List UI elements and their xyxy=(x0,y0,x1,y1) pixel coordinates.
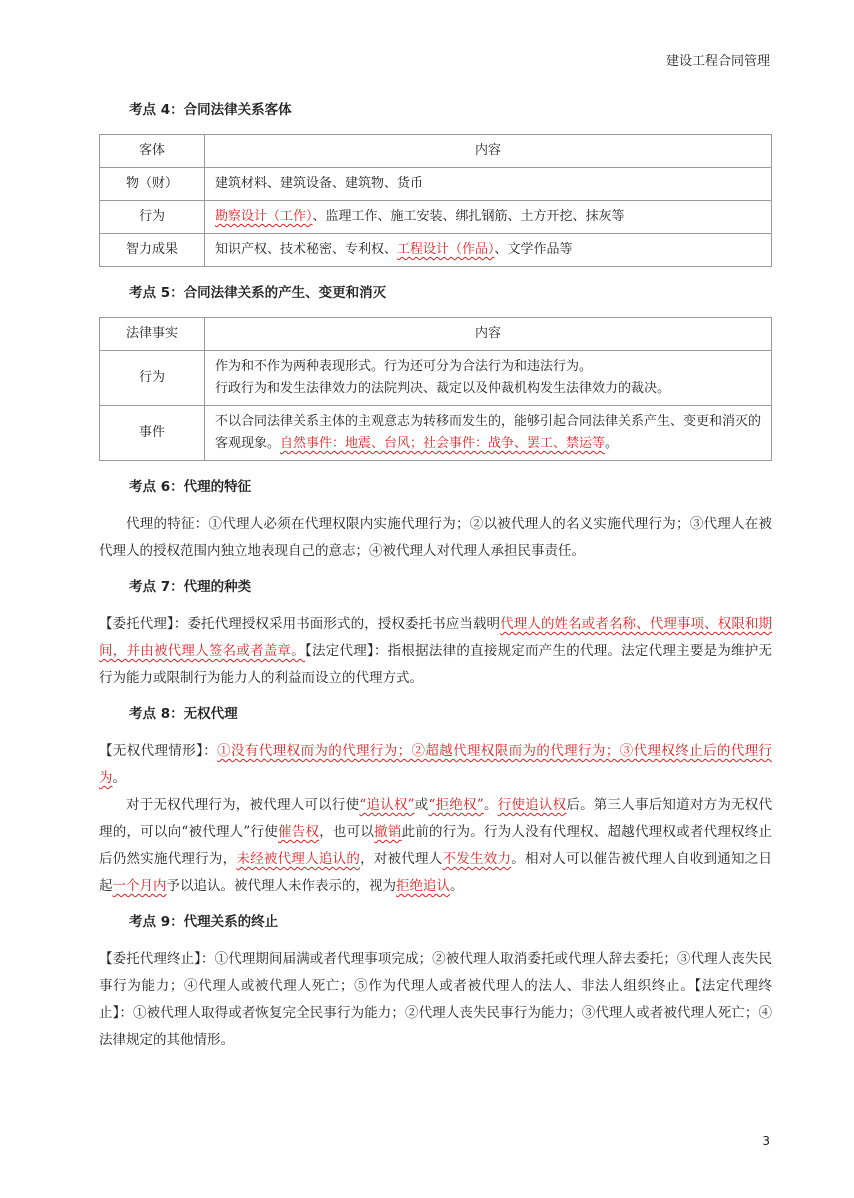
table-row xyxy=(100,201,772,234)
highlight-text: 不发生效力 xyxy=(442,851,512,867)
row-content: 作为和不作为两种表现形式。行为还可分为合法行为和违法行为。 行政行为和发生法律效力的法院判决、裁定以及仲裁机构发生法律效力的裁决。 xyxy=(205,351,772,406)
highlight-text: ①没有代理权而为的代理行为；②超越代理权限而为的代理行为；③代理权终止后的代理行为 xyxy=(99,743,772,786)
body-paragraph: 【无权代理情形】：①没有代理权而为的代理行为；②超越代理权限而为的代理行为；③代理权终止后的代理行为。 xyxy=(99,743,772,786)
highlight-text: 工程设计（作品） xyxy=(397,242,495,257)
highlight-text: 自然事件：地震、台风；社会事件：战争、罢工、禁运等 xyxy=(280,436,606,451)
highlight-text: 勘察设计（工作） xyxy=(215,209,313,224)
table-header-row xyxy=(100,135,772,168)
section-title-kp9: 考点 9：代理关系的终止 xyxy=(129,914,279,930)
table-row xyxy=(100,234,772,267)
column-header: 客体 xyxy=(100,135,205,168)
row-key: 物（财） xyxy=(100,168,205,201)
row-key: 行为 xyxy=(100,201,205,234)
table-row xyxy=(100,351,772,406)
row-content: 不以合同法律关系主体的主观意志为转移而发生的，能够引起合同法律关系产生、变更和消灭的客观现象。自然事件：地震、台风；社会事件：战争、罢工、禁运等。 xyxy=(205,406,772,461)
body-paragraph: 【委托代理】：委托代理授权采用书面形式的，授权委托书应当载明代理人的姓名或者名称、代理事项、权限和期间，并由被代理人签名或者盖章。【法定代理】：指根据法律的直接规定而产生的代理。法定代理主要是为维护无行为能力或限制行为能力人的利益而设立的代理方式。 xyxy=(99,616,773,686)
column-header: 法律事实 xyxy=(100,318,205,351)
legal-fact-table xyxy=(99,317,772,461)
highlight-text: 催告权 xyxy=(278,824,320,840)
running-header: 建设工程合同管理 xyxy=(665,54,770,69)
row-key: 行为 xyxy=(100,351,205,406)
table-row xyxy=(100,168,772,201)
page-content xyxy=(99,100,772,1054)
section-title-kp4: 考点 4：合同法律关系客体 xyxy=(129,102,292,118)
highlight-text: “追认权” xyxy=(359,797,415,813)
table-header-row xyxy=(100,318,772,351)
object-table xyxy=(99,134,772,267)
row-content: 勘察设计（工作）、监理工作、施工安装、绑扎钢筋、土方开挖、抹灰等 xyxy=(205,201,772,234)
row-content: 建筑材料、建筑设备、建筑物、货币 xyxy=(205,168,772,201)
row-content: 知识产权、技术秘密、专利权、工程设计（作品）、文学作品等 xyxy=(205,234,772,267)
highlight-text: 未经被代理人追认的 xyxy=(236,851,361,867)
body-paragraph: 对于无权代理行为，被代理人可以行使“追认权”或“拒绝权”。行使追认权后。第三人事后知道对方为无权代理的，可以向“被代理人”行使催告权，也可以撤销此前的行为。行为人没有代理权、超越代理权或者代理权终止后仍然实施代理行为，未经被代理人追认的，对被代理人不发生效力。相对人可以催告被代理人自收到通知之日起一个月内予以追认。被代理人未作表示的，视为拒绝追认。 xyxy=(99,797,773,894)
section-title-kp5: 考点 5：合同法律关系的产生、变更和消灭 xyxy=(129,285,387,301)
row-key: 智力成果 xyxy=(100,234,205,267)
table-row xyxy=(100,406,772,461)
body-paragraph: 【委托代理终止】：①代理期间届满或者代理事项完成；②被代理人取消委托或代理人辞去委托；③代理人丧失民事行为能力；④代理人或被代理人死亡；⑤作为代理人或者被代理人的法人、非法人组织终止。【法定代理终止】：①被代理人取得或者恢复完全民事行为能力；②代理人丧失民事行为能力；③代理人或者被代理人死亡；④法律规定的其他情形。 xyxy=(99,951,772,1048)
section-title-kp6: 考点 6：代理的特征 xyxy=(129,479,252,495)
body-paragraph: 代理的特征：①代理人必须在代理权限内实施代理行为；②以被代理人的名义实施代理行为；③代理人在被代理人的授权范围内独立地表现自己的意志；④被代理人对代理人承担民事责任。 xyxy=(99,516,772,559)
column-header: 内容 xyxy=(205,318,772,351)
column-header: 内容 xyxy=(205,135,772,168)
highlight-text: “拒绝权” xyxy=(428,797,484,813)
section-title-kp8: 考点 8：无权代理 xyxy=(129,706,238,722)
section-title-kp7: 考点 7：代理的种类 xyxy=(129,579,252,595)
highlight-text: 一个月内 xyxy=(112,878,167,894)
highlight-text: 拒绝追认 xyxy=(396,878,450,894)
highlight-text: 撤销 xyxy=(374,824,402,840)
row-key: 事件 xyxy=(100,406,205,461)
highlight-text: 代理人的姓名或者名称、代理事项、权限和期间，并由被代理人签名或者盖章。 xyxy=(99,616,773,659)
highlight-text: 行使追认权 xyxy=(497,797,567,813)
page-number: 3 xyxy=(762,1134,770,1148)
